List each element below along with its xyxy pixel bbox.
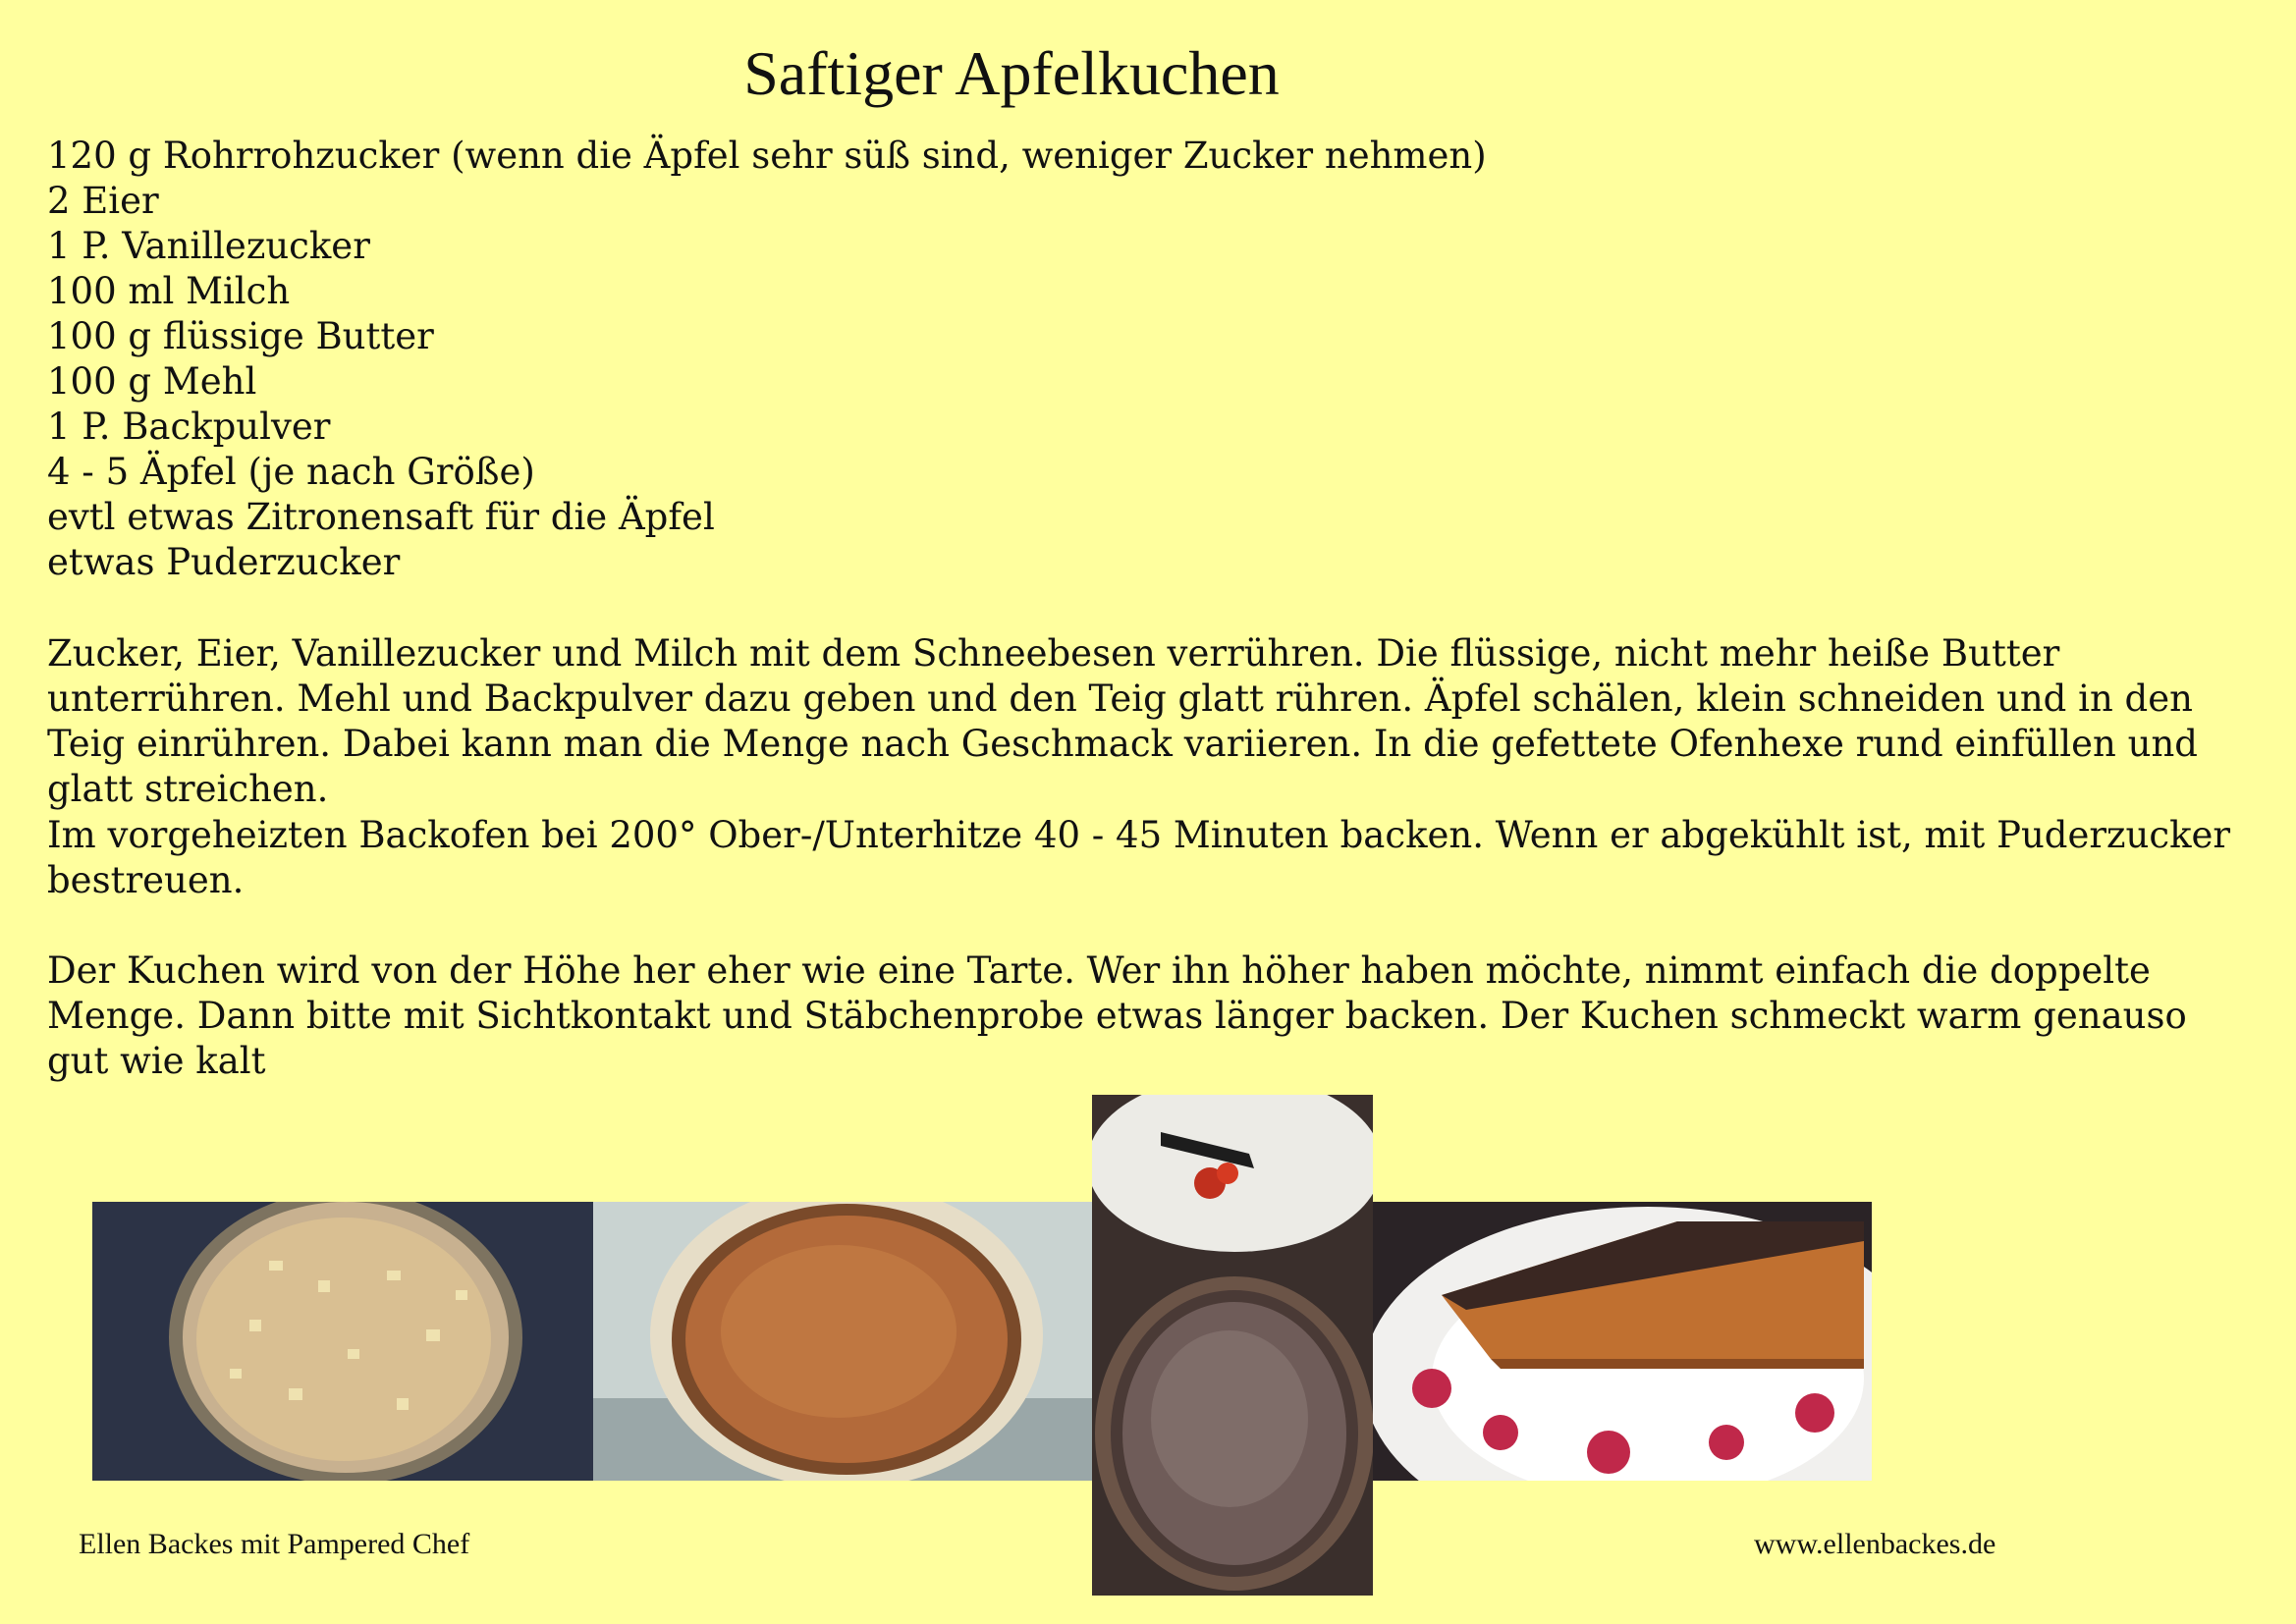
instruction-paragraph: Der Kuchen wird von der Höhe her eher wie eine Tarte. Wer ihn höher haben möchte, nimmt einfach die doppelte Menge. Dann bitte mit Sichtkontakt und Stäbchenprobe etwas länger backen. Der Kuchen schmeckt warm genauso gut wie kalt [47, 949, 2187, 1082]
list-item: 1 P. Backpulver [47, 406, 331, 448]
instruction-paragraph: Zucker, Eier, Vanillezucker und Milch mit dem Schneebesen verrühren. Die flüssige, nicht mehr heiße Butter unterrühren. Mehl und Backpulver dazu geben und den Teig glatt rühren. Äpfel schälen, klein schneiden und in den Teig einrühren. Dabei kann man die Menge nach Geschmack variieren. In die gefettete Ofenhexe rund einfüllen und glatt streichen. [47, 632, 2198, 810]
list-item: etwas Puderzucker [47, 541, 401, 583]
list-item: 2 Eier [47, 180, 159, 222]
footer-website: www.ellenbackes.de [1754, 1528, 1996, 1560]
instruction-paragraph: Im vorgeheizten Backofen bei 200° Ober-/Unterhitze 40 - 45 Minuten backen. Wenn er abgekühlt ist, mit Puderzucker bestreuen. [47, 814, 2231, 901]
list-item: 100 g Mehl [47, 360, 257, 403]
photo-powdered-cake [1092, 1095, 1373, 1596]
ingredient-list [47, 134, 1487, 585]
photo-cake-slice [1373, 1202, 1872, 1481]
photo-batter [92, 1202, 593, 1481]
list-item: 1 P. Vanillezucker [47, 225, 370, 267]
list-item: 100 ml Milch [47, 270, 291, 312]
photo-baked-cake [593, 1202, 1092, 1481]
footer-author: Ellen Backes mit Pampered Chef [79, 1528, 470, 1560]
list-item: evtl etwas Zitronensaft für die Äpfel [47, 496, 715, 538]
list-item: 120 g Rohrrohzucker (wenn die Äpfel sehr süß sind, weniger Zucker nehmen) [47, 135, 1487, 177]
list-item: 100 g flüssige Butter [47, 315, 434, 357]
page-title: Saftiger Apfelkuchen [743, 38, 1280, 108]
list-item: 4 - 5 Äpfel (je nach Größe) [47, 451, 535, 493]
